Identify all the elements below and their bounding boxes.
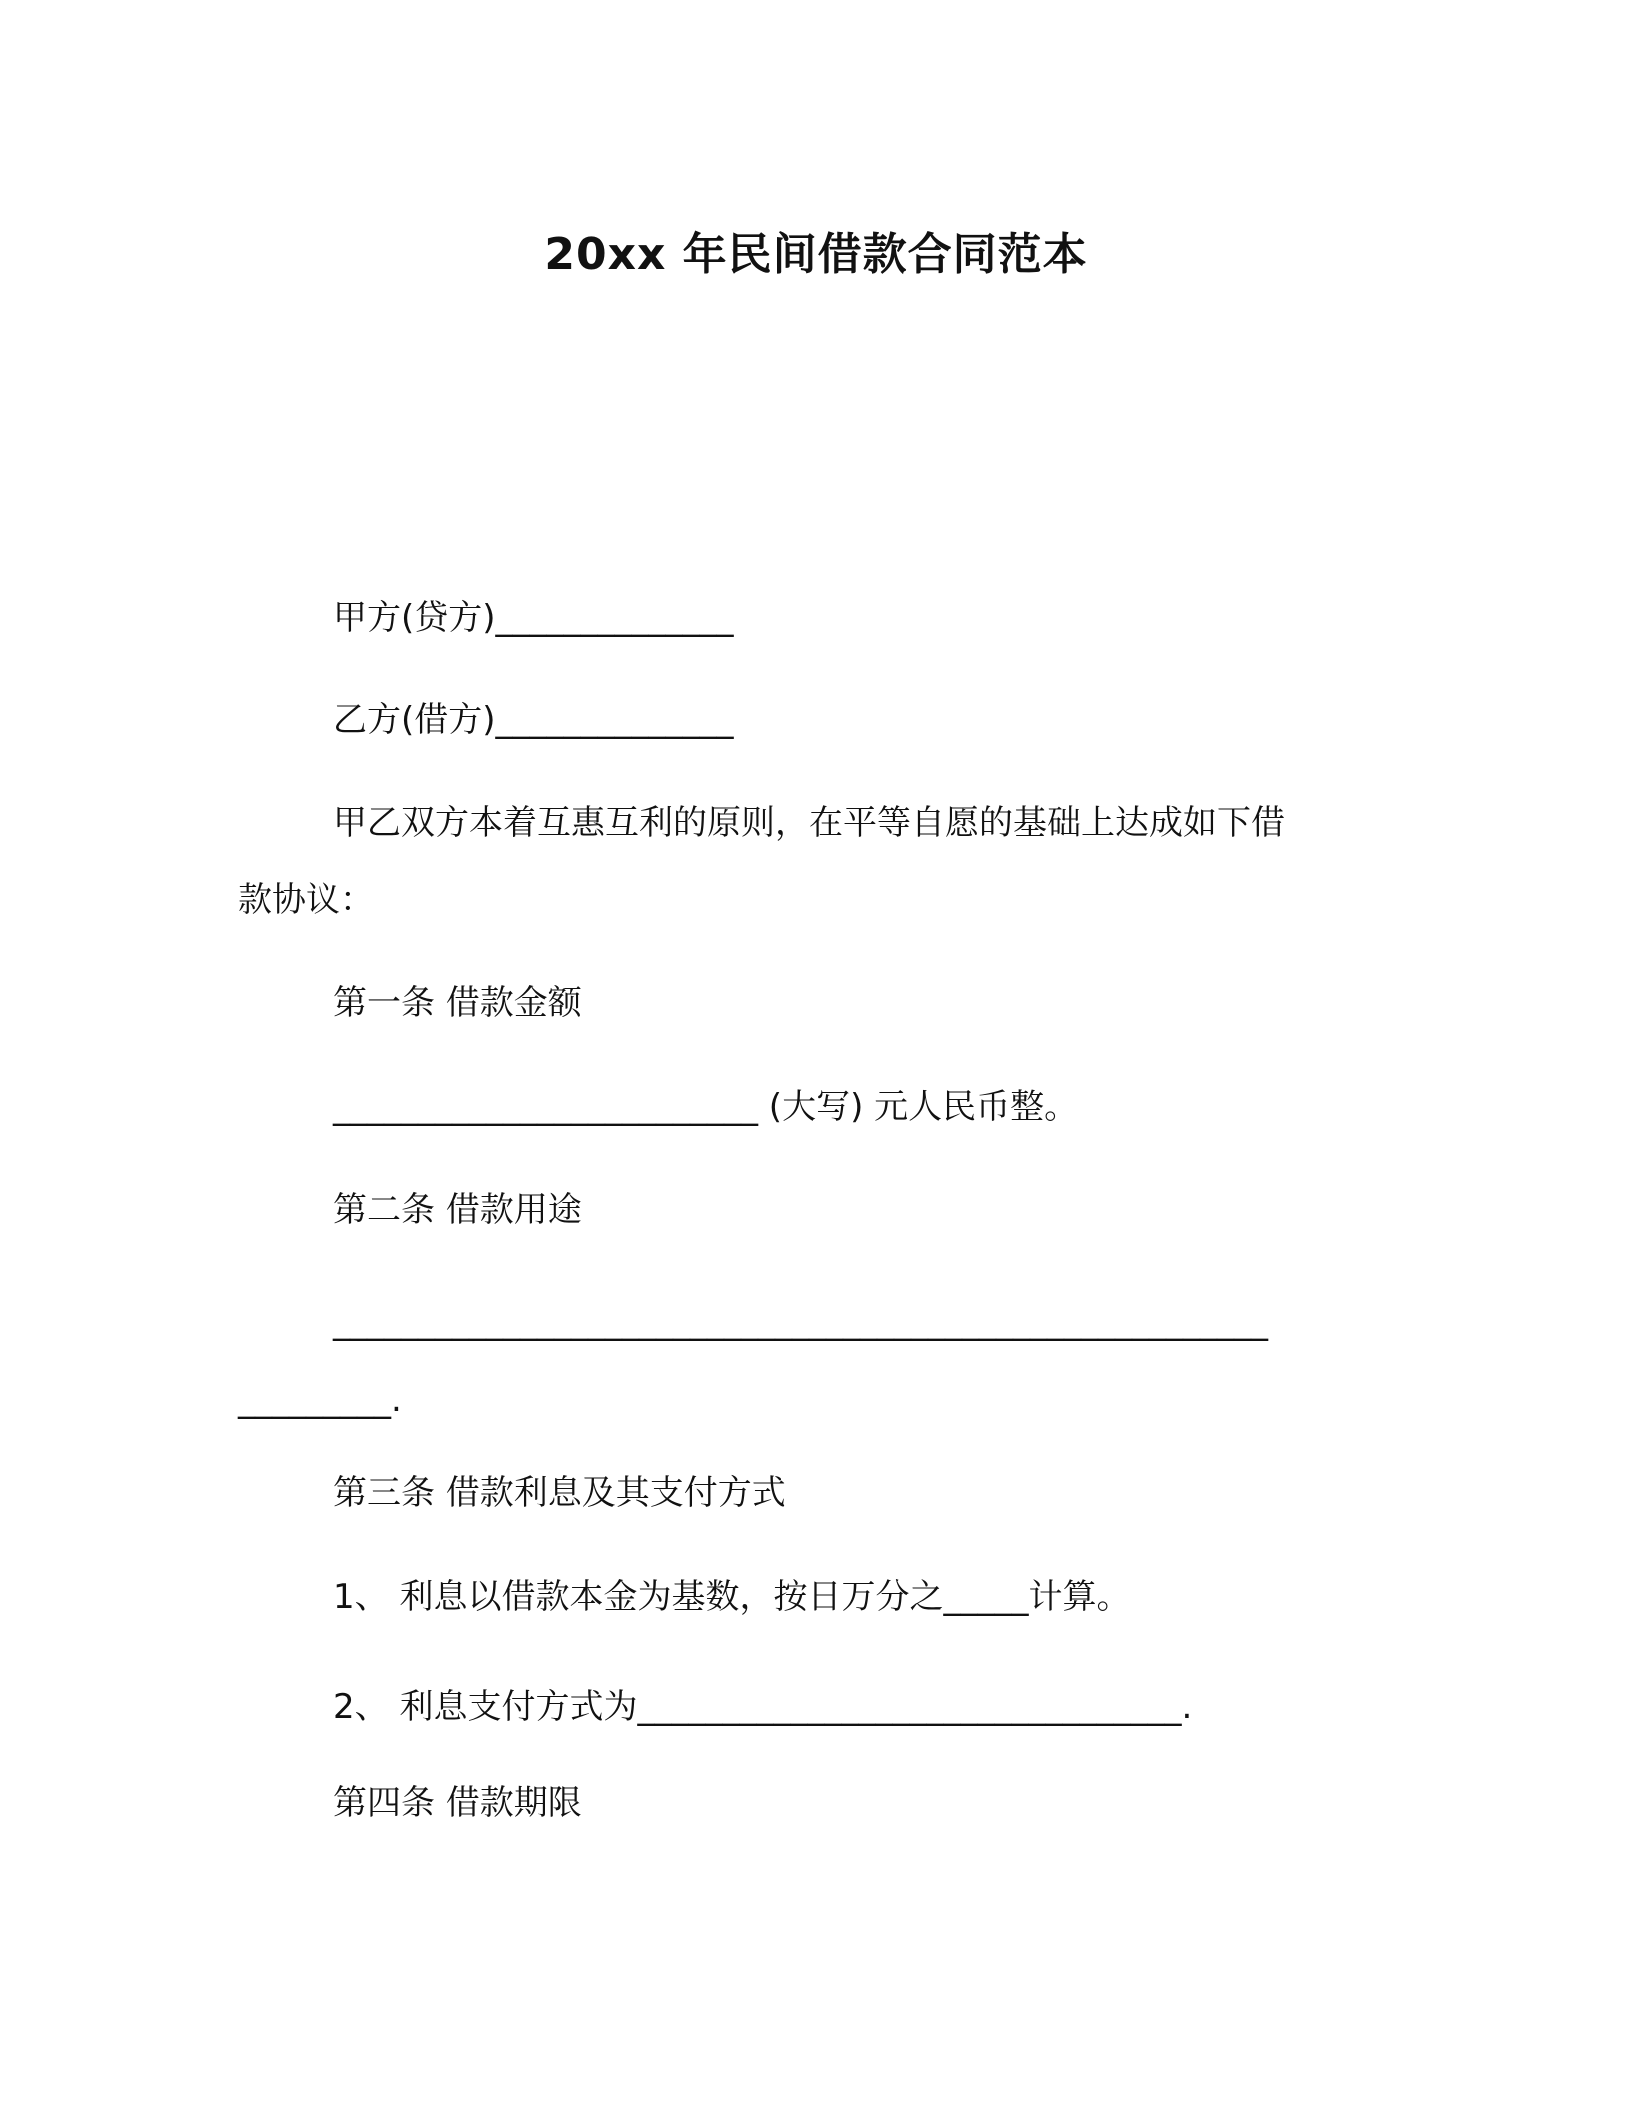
document-title: 20xx 年民间借款合同范本 bbox=[544, 229, 1088, 280]
loan-amount-line: _________________________ (大写) 元人民币整。 bbox=[333, 1087, 1079, 1127]
loan-purpose-line-2: _________. bbox=[238, 1380, 402, 1420]
article-1-heading: 第一条 借款金额 bbox=[333, 983, 582, 1023]
loan-purpose-line-1: _______________________________________________________ bbox=[333, 1302, 1268, 1342]
preamble-line-2: 款协议： bbox=[238, 880, 374, 920]
preamble-line-1: 甲乙双方本着互惠互利的原则，在平等自愿的基础上达成如下借 bbox=[333, 803, 1285, 843]
party-b-line: 乙方(借方)______________ bbox=[333, 700, 734, 740]
article-3-heading: 第三条 借款利息及其支付方式 bbox=[333, 1473, 786, 1513]
interest-rate-clause: 1、 利息以借款本金为基数，按日万分之_____计算。 bbox=[333, 1577, 1131, 1617]
party-a-line: 甲方(贷方)______________ bbox=[333, 598, 734, 638]
article-4-heading: 第四条 借款期限 bbox=[333, 1783, 582, 1823]
interest-payment-clause: 2、 利息支付方式为________________________________. bbox=[333, 1687, 1193, 1727]
article-2-heading: 第二条 借款用途 bbox=[333, 1190, 582, 1230]
